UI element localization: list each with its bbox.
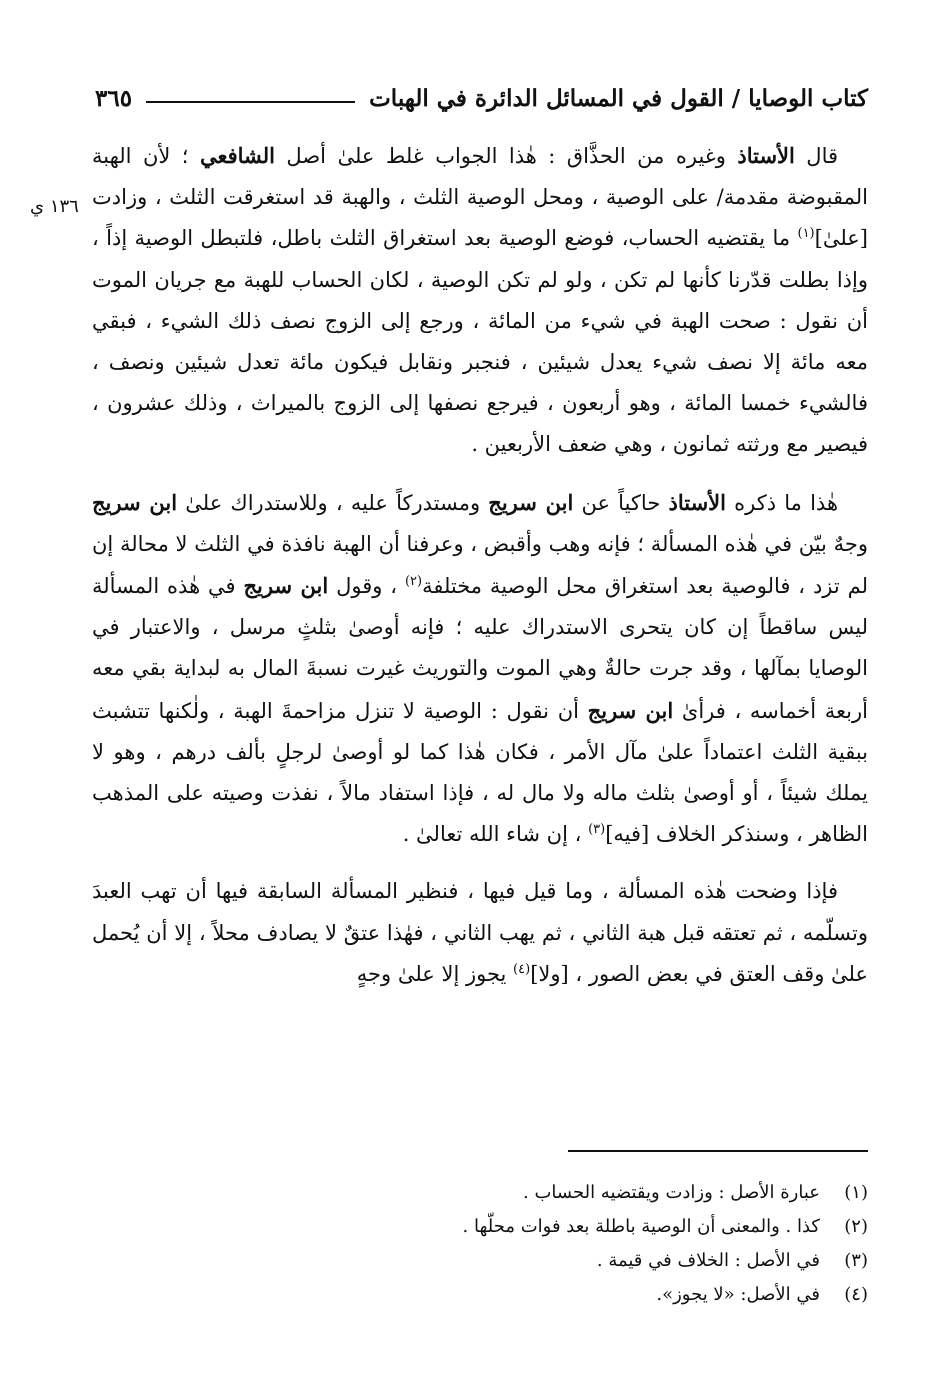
text-run: ومستدركاً عليه ، وللاستدراك علىٰ	[177, 490, 489, 515]
margin-note: ١٣٦ ي	[30, 196, 79, 217]
text-run: أن نقول : الوصية لا تنزل مزاحمةَ الهبة ، ولٰكنها تتشبث ببقية الثلث اعتماداً علىٰ مآل الأمر ، فكان هٰذا كما لو أوصىٰ لرجلٍ بألف درهم ، وهو لا يملك شيئاً ، أو أوصىٰ بثلث ماله ولا مال له ، فإذا استفاد مالاً ، نفذت وصيته على المذهب الظاهر ، وسنذكر الخلاف [فيه]	[92, 698, 868, 847]
text-run: هٰذا ما ذكره	[725, 490, 839, 515]
header-rule	[146, 101, 355, 103]
bold-name: الأستاذ	[668, 489, 726, 515]
text-run: ما يقتضيه الحساب، فوضع الوصية بعد استغراق الثلث باطل، فلتبطل الوصية إذاً ، وإذا بطلت قدّرنا كأنها لم تكن ، ولو لم تكن الوصية ، لكان الحساب للهبة مع جريان الموت أن نقول : صحت الهبة في شيء من المائة ، ورجع إلى الزوج نصف ذلك الشيء ، فبقي معه مائة إلا نصف شيء يعدل شيئين ، فنجبر ونقابل فيكون مائة تعدل شيئين ونصف ، فالشيء خمسا المائة ، وهو أربعون ، فيرجع نصفها إلى الزوج بالميراث ، وذلك عشرون ، فيصير مع ورثته ثمانون ، وهي ضعف الأربعين .	[92, 226, 868, 457]
text-run: ، إن شاء الله تعالىٰ .	[402, 822, 589, 847]
bold-name: ابن سريج	[488, 489, 574, 515]
text-run: يجوز إلا علىٰ وجهٍ	[356, 961, 514, 986]
footnote-ref: (٢)	[404, 574, 423, 590]
text-run: قال	[794, 144, 839, 168]
text-run: ؛ لأن الهبة المقبوضة مقدمة/ على الوصية ، ومحل الوصية الثلث ، والهبة قد استغرقت الثلث ، وزادت [علىٰ]	[92, 144, 868, 251]
main-text	[92, 135, 868, 1011]
footnote	[200, 1278, 868, 1312]
bold-name: الشافعي	[199, 143, 275, 168]
footnote-number: (٣)	[844, 1250, 868, 1271]
footnote-text: في الأصل: «لا يجوز».	[656, 1284, 820, 1305]
bold-name: ابن سريج	[587, 697, 674, 723]
running-header	[95, 78, 868, 118]
footnote	[200, 1210, 868, 1244]
text-run: فإذا وضحت هٰذه المسألة ، وما قيل فيها ، فنظير المسألة السابقة فيها أن تهب العبدَ وتسلّمه ، ثم تعتقه قبل هبة الثاني ، ثم يهب الثاني ، فهٰذا عتقٌ لا يصادف محلاً ، إلا أن يُحمل علىٰ وقف العتق في بعض الصور ، [ولا]	[92, 879, 868, 986]
footnote-ref: (٤)	[513, 961, 531, 977]
paragraph	[92, 482, 868, 856]
footnote	[200, 1176, 868, 1210]
text-run: وجهٌ بيّن في هٰذه المسألة ؛ فإنه وهب وأقبض ، وعرفنا أن الهبة نافذة في الثلث لا محالة إن لم تزد ، فالوصية بعد استغراق محل الوصية مختلفة	[92, 531, 868, 599]
footnotes	[200, 1176, 868, 1312]
bold-name: الأستاذ	[737, 143, 795, 168]
text-run: في هٰذه المسألة ليس ساقطاً إن كان يتحرى الاستدراك عليه ؛ فإنه أوصىٰ بثلثٍ مرسل ، والاعتبار في الوصايا بمآلها ، وقد جرت حالةٌ وهي الموت والتوريث غيرت نسبةَ المال به لبداية بقي معه أربعة أخماسه ، فرأىٰ	[92, 574, 869, 723]
page-number: ٣٦٥	[95, 84, 133, 112]
footnote-number: (٤)	[844, 1284, 868, 1305]
footnote-number: (١)	[844, 1182, 868, 1203]
text-run: وغيره من الحذَّاق : هٰذا الجواب غلط علىٰ أصل	[274, 144, 738, 168]
footnote	[200, 1244, 868, 1278]
text-run: ، وقول	[328, 574, 405, 599]
footnote-text: عبارة الأصل : وزادت ويقتضيه الحساب .	[523, 1182, 820, 1203]
bold-name: ابن سريج	[243, 573, 329, 599]
footnote-ref: (٣)	[588, 822, 606, 838]
footnote-ref: (١)	[797, 226, 815, 242]
paragraph	[92, 871, 868, 995]
footnote-divider	[568, 1150, 868, 1152]
footnote-text: كذا . والمعنى أن الوصية باطلة بعد فوات محلّها .	[462, 1216, 820, 1237]
text-run: حاكياً عن	[573, 490, 669, 515]
paragraph	[92, 135, 868, 466]
footnote-text: في الأصل : الخلاف في قيمة .	[596, 1250, 820, 1271]
footnote-number: (٢)	[844, 1216, 868, 1237]
bold-name: ابن سريج	[92, 489, 178, 515]
header-title: كتاب الوصايا / القول في المسائل الدائرة في الهبات	[369, 84, 868, 112]
